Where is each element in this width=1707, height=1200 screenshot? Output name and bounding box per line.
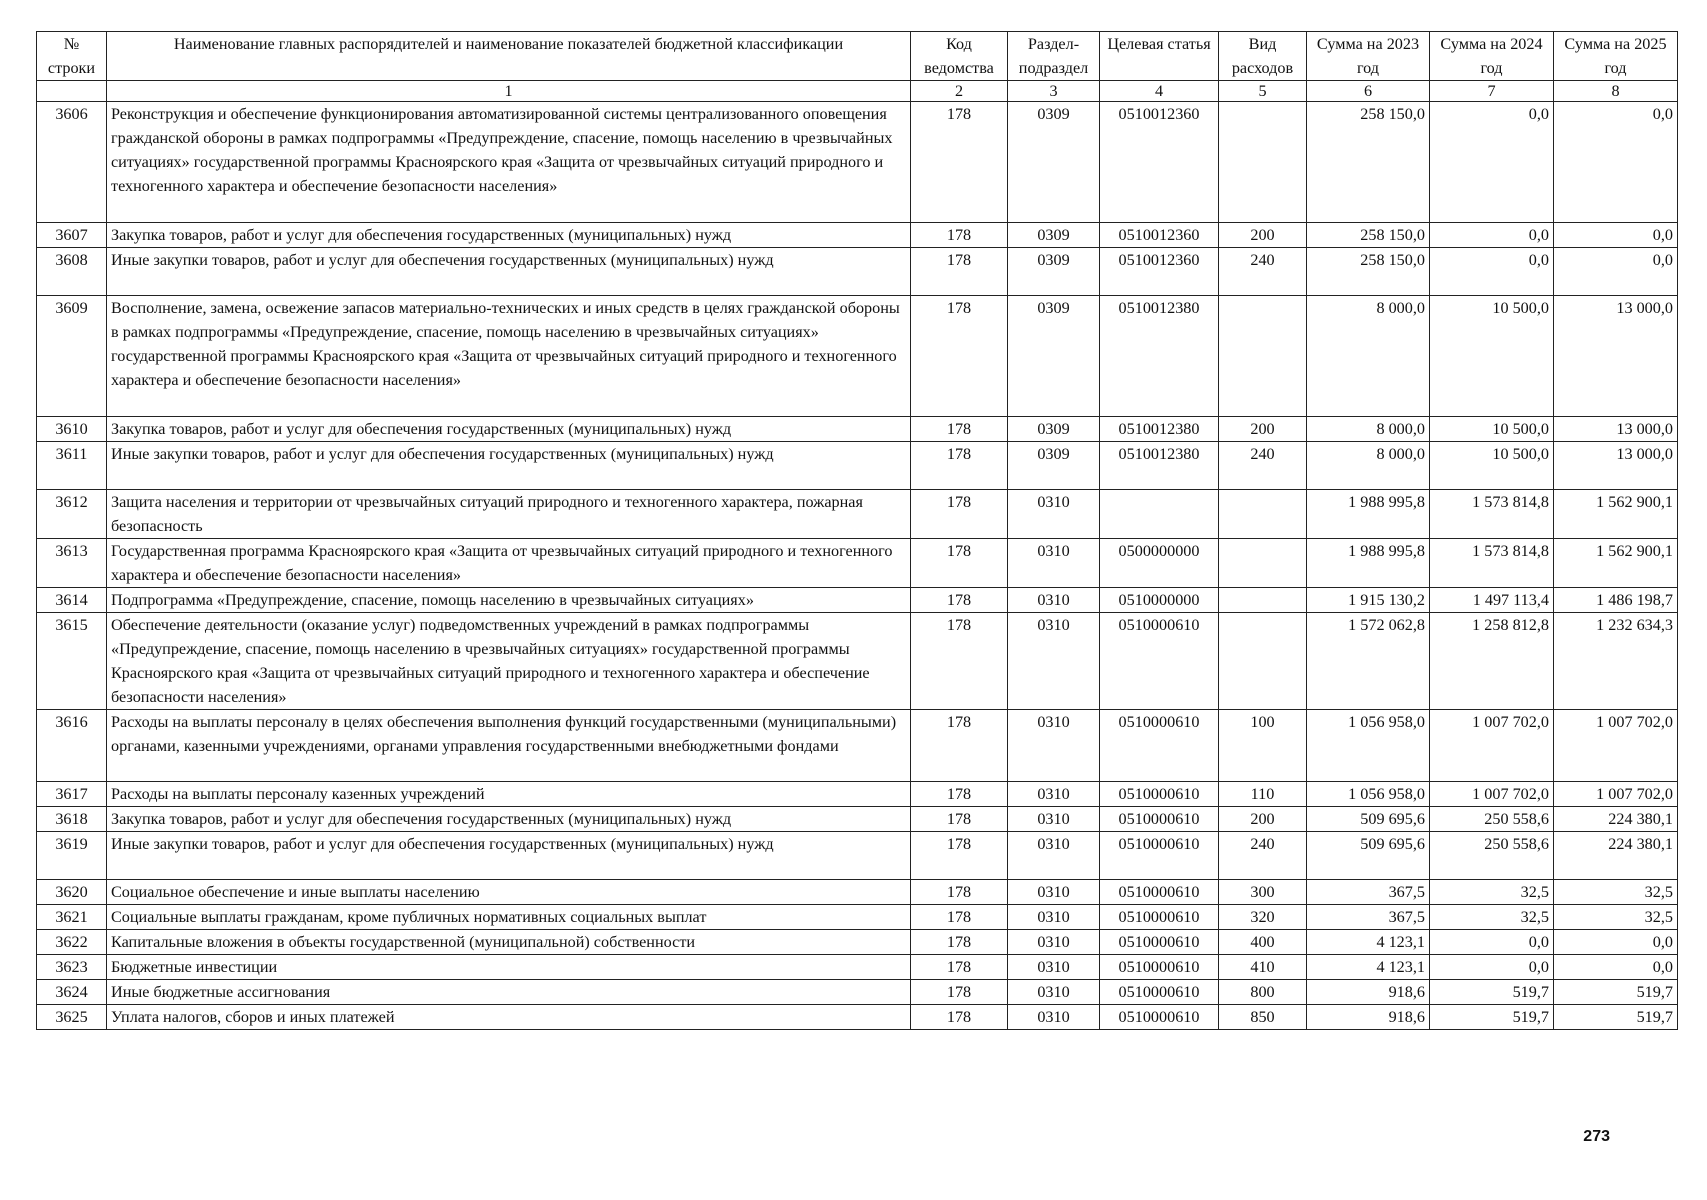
sum-2024-cell: 519,7 <box>1430 1005 1554 1030</box>
sum-2025-cell: 0,0 <box>1554 102 1678 223</box>
sum-2023-cell: 1 988 995,8 <box>1307 490 1430 539</box>
expense-type-cell: 100 <box>1219 710 1307 782</box>
name-cell: Иные закупки товаров, работ и услуг для обеспечения государственных (муниципальных) нужд <box>107 442 911 490</box>
header-numbering-row <box>37 81 1678 102</box>
section-cell: 0310 <box>1008 832 1100 880</box>
sum-2024-cell: 1 573 814,8 <box>1430 490 1554 539</box>
header-name: Наименование главных распорядителей и наименование показателей бюджетной классификации <box>107 32 911 81</box>
target-article-cell: 0510000610 <box>1100 807 1219 832</box>
expense-type-cell: 800 <box>1219 980 1307 1005</box>
target-article-cell: 0510000610 <box>1100 955 1219 980</box>
sum-2023-cell: 258 150,0 <box>1307 248 1430 296</box>
target-article-cell: 0510000000 <box>1100 588 1219 613</box>
sum-2023-cell: 8 000,0 <box>1307 417 1430 442</box>
sum-2024-cell: 0,0 <box>1430 223 1554 248</box>
name-cell: Расходы на выплаты персоналу в целях обеспечения выполнения функций государственными (муниципальными) органами, казенными учреждениями, органами управления государственными внебюджетными фондами <box>107 710 911 782</box>
sum-2025-cell: 1 486 198,7 <box>1554 588 1678 613</box>
expense-type-cell <box>1219 588 1307 613</box>
target-article-cell: 0510000610 <box>1100 980 1219 1005</box>
section-cell: 0309 <box>1008 296 1100 417</box>
name-cell: Восполнение, замена, освежение запасов материально-технических и иных средств в целях гражданской обороны в рамках подпрограммы «Предупреждение, спасение, помощь населению в чрезвычайных ситуациях» государственной программы Красноярского края «Защита от чрезвычайных ситуаций природного и техногенного характера и обеспечение безопасности населения» <box>107 296 911 417</box>
name-cell: Бюджетные инвестиции <box>107 955 911 980</box>
header-expense-type: Вид расходов <box>1219 32 1307 81</box>
name-cell: Закупка товаров, работ и услуг для обеспечения государственных (муниципальных) нужд <box>107 223 911 248</box>
name-cell: Расходы на выплаты персоналу казенных учреждений <box>107 782 911 807</box>
row-number-cell: 3622 <box>37 930 107 955</box>
row-number-cell: 3619 <box>37 832 107 880</box>
dept-code-cell: 178 <box>911 417 1008 442</box>
name-cell: Обеспечение деятельности (оказание услуг) подведомственных учреждений в рамках подпрограммы «Предупреждение, спасение, помощь населению в чрезвычайных ситуациях» государственной программы Красноярского края «Защита от чрезвычайных ситуаций природного и техногенного характера и обеспечение безопасности населения» <box>107 613 911 710</box>
sum-2023-cell: 8 000,0 <box>1307 442 1430 490</box>
header-number: 3 <box>1008 81 1100 102</box>
target-article-cell: 0510012360 <box>1100 223 1219 248</box>
sum-2024-cell: 32,5 <box>1430 905 1554 930</box>
sum-2024-cell: 0,0 <box>1430 930 1554 955</box>
row-number-cell: 3618 <box>37 807 107 832</box>
sum-2023-cell: 509 695,6 <box>1307 807 1430 832</box>
target-article-cell: 0510000610 <box>1100 1005 1219 1030</box>
sum-2024-cell: 0,0 <box>1430 102 1554 223</box>
target-article-cell: 0510012380 <box>1100 296 1219 417</box>
dept-code-cell: 178 <box>911 980 1008 1005</box>
table-row <box>37 102 1678 223</box>
sum-2023-cell: 8 000,0 <box>1307 296 1430 417</box>
target-article-cell: 0510000610 <box>1100 832 1219 880</box>
row-number-cell: 3620 <box>37 880 107 905</box>
header-target-article: Целевая статья <box>1100 32 1219 81</box>
table-body <box>37 102 1678 1030</box>
sum-2024-cell: 250 558,6 <box>1430 832 1554 880</box>
sum-2023-cell: 918,6 <box>1307 980 1430 1005</box>
expense-type-cell: 200 <box>1219 807 1307 832</box>
sum-2024-cell: 32,5 <box>1430 880 1554 905</box>
expense-type-cell: 300 <box>1219 880 1307 905</box>
row-number-cell: 3624 <box>37 980 107 1005</box>
target-article-cell: 0510000610 <box>1100 782 1219 807</box>
sum-2024-cell: 1 007 702,0 <box>1430 710 1554 782</box>
target-article-cell: 0510000610 <box>1100 613 1219 710</box>
section-cell: 0310 <box>1008 880 1100 905</box>
sum-2024-cell: 519,7 <box>1430 980 1554 1005</box>
table-header <box>37 32 1678 102</box>
header-number: 5 <box>1219 81 1307 102</box>
name-cell: Социальное обеспечение и иные выплаты населению <box>107 880 911 905</box>
name-cell: Реконструкция и обеспечение функционирования автоматизированной системы централизованного оповещения гражданской обороны в рамках подпрограммы «Предупреждение, спасение, помощь населению в чрезвычайных ситуациях» государственной программы Красноярского края «Защита от чрезвычайных ситуаций природного и техногенного характера и обеспечение безопасности населения» <box>107 102 911 223</box>
sum-2025-cell: 1 562 900,1 <box>1554 490 1678 539</box>
sum-2025-cell: 0,0 <box>1554 248 1678 296</box>
sum-2024-cell: 1 007 702,0 <box>1430 782 1554 807</box>
sum-2025-cell: 0,0 <box>1554 930 1678 955</box>
sum-2025-cell: 224 380,1 <box>1554 807 1678 832</box>
table-row <box>37 417 1678 442</box>
dept-code-cell: 178 <box>911 539 1008 588</box>
dept-code-cell: 178 <box>911 930 1008 955</box>
expense-type-cell: 410 <box>1219 955 1307 980</box>
expense-type-cell <box>1219 613 1307 710</box>
dept-code-cell: 178 <box>911 880 1008 905</box>
header-number: 8 <box>1554 81 1678 102</box>
sum-2025-cell: 224 380,1 <box>1554 832 1678 880</box>
name-cell: Подпрограмма «Предупреждение, спасение, помощь населению в чрезвычайных ситуациях» <box>107 588 911 613</box>
table-row <box>37 223 1678 248</box>
header-sum-2023: Сумма на 2023 год <box>1307 32 1430 81</box>
sum-2025-cell: 1 232 634,3 <box>1554 613 1678 710</box>
target-article-cell: 0510012360 <box>1100 248 1219 296</box>
sum-2025-cell: 13 000,0 <box>1554 296 1678 417</box>
sum-2024-cell: 10 500,0 <box>1430 296 1554 417</box>
sum-2023-cell: 1 915 130,2 <box>1307 588 1430 613</box>
sum-2023-cell: 1 056 958,0 <box>1307 782 1430 807</box>
sum-2024-cell: 10 500,0 <box>1430 417 1554 442</box>
dept-code-cell: 178 <box>911 832 1008 880</box>
sum-2023-cell: 1 056 958,0 <box>1307 710 1430 782</box>
dept-code-cell: 178 <box>911 102 1008 223</box>
expense-type-cell: 200 <box>1219 417 1307 442</box>
target-article-cell: 0510000610 <box>1100 880 1219 905</box>
target-article-cell: 0500000000 <box>1100 539 1219 588</box>
table-row <box>37 490 1678 539</box>
target-article-cell: 0510000610 <box>1100 905 1219 930</box>
expense-type-cell <box>1219 102 1307 223</box>
section-cell: 0309 <box>1008 417 1100 442</box>
expense-type-cell: 320 <box>1219 905 1307 930</box>
expense-type-cell: 200 <box>1219 223 1307 248</box>
dept-code-cell: 178 <box>911 588 1008 613</box>
row-number-cell: 3611 <box>37 442 107 490</box>
table-row <box>37 930 1678 955</box>
section-cell: 0310 <box>1008 539 1100 588</box>
name-cell: Иные закупки товаров, работ и услуг для обеспечения государственных (муниципальных) нужд <box>107 248 911 296</box>
sum-2024-cell: 0,0 <box>1430 955 1554 980</box>
dept-code-cell: 178 <box>911 1005 1008 1030</box>
row-number-cell: 3621 <box>37 905 107 930</box>
section-cell: 0309 <box>1008 442 1100 490</box>
header-number: 7 <box>1430 81 1554 102</box>
header-number: 1 <box>107 81 911 102</box>
row-number-cell: 3612 <box>37 490 107 539</box>
row-number-cell: 3623 <box>37 955 107 980</box>
section-cell: 0309 <box>1008 102 1100 223</box>
section-cell: 0310 <box>1008 613 1100 710</box>
sum-2024-cell: 0,0 <box>1430 248 1554 296</box>
row-number-cell: 3616 <box>37 710 107 782</box>
sum-2025-cell: 32,5 <box>1554 905 1678 930</box>
target-article-cell: 0510000610 <box>1100 710 1219 782</box>
sum-2023-cell: 509 695,6 <box>1307 832 1430 880</box>
sum-2025-cell: 32,5 <box>1554 880 1678 905</box>
sum-2025-cell: 13 000,0 <box>1554 442 1678 490</box>
sum-2024-cell: 10 500,0 <box>1430 442 1554 490</box>
expense-type-cell: 110 <box>1219 782 1307 807</box>
sum-2023-cell: 918,6 <box>1307 1005 1430 1030</box>
table-row <box>37 1005 1678 1030</box>
section-cell: 0309 <box>1008 248 1100 296</box>
dept-code-cell: 178 <box>911 807 1008 832</box>
name-cell: Иные бюджетные ассигнования <box>107 980 911 1005</box>
sum-2025-cell: 519,7 <box>1554 1005 1678 1030</box>
section-cell: 0309 <box>1008 223 1100 248</box>
dept-code-cell: 178 <box>911 955 1008 980</box>
header-number <box>37 81 107 102</box>
sum-2025-cell: 1 007 702,0 <box>1554 710 1678 782</box>
header-dept-code: Код ведомства <box>911 32 1008 81</box>
table-row <box>37 832 1678 880</box>
target-article-cell: 0510000610 <box>1100 930 1219 955</box>
header-number: 4 <box>1100 81 1219 102</box>
table-row <box>37 588 1678 613</box>
section-cell: 0310 <box>1008 490 1100 539</box>
header-row-number: № строки <box>37 32 107 81</box>
sum-2025-cell: 13 000,0 <box>1554 417 1678 442</box>
page-number: 273 <box>1583 1128 1610 1145</box>
budget-table <box>36 31 1678 1030</box>
section-cell: 0310 <box>1008 807 1100 832</box>
expense-type-cell: 850 <box>1219 1005 1307 1030</box>
table-row <box>37 442 1678 490</box>
sum-2025-cell: 519,7 <box>1554 980 1678 1005</box>
name-cell: Социальные выплаты гражданам, кроме публичных нормативных социальных выплат <box>107 905 911 930</box>
header-number: 6 <box>1307 81 1430 102</box>
dept-code-cell: 178 <box>911 223 1008 248</box>
header-sum-2024: Сумма на 2024 год <box>1430 32 1554 81</box>
name-cell: Капитальные вложения в объекты государственной (муниципальной) собственности <box>107 930 911 955</box>
expense-type-cell <box>1219 539 1307 588</box>
dept-code-cell: 178 <box>911 442 1008 490</box>
dept-code-cell: 178 <box>911 490 1008 539</box>
sum-2023-cell: 258 150,0 <box>1307 102 1430 223</box>
table-row <box>37 248 1678 296</box>
table-row <box>37 905 1678 930</box>
table-row <box>37 880 1678 905</box>
table-row <box>37 539 1678 588</box>
expense-type-cell: 400 <box>1219 930 1307 955</box>
row-number-cell: 3615 <box>37 613 107 710</box>
dept-code-cell: 178 <box>911 613 1008 710</box>
sum-2023-cell: 4 123,1 <box>1307 930 1430 955</box>
table-row <box>37 955 1678 980</box>
sum-2025-cell: 1 007 702,0 <box>1554 782 1678 807</box>
expense-type-cell: 240 <box>1219 248 1307 296</box>
sum-2023-cell: 367,5 <box>1307 905 1430 930</box>
sum-2024-cell: 1 258 812,8 <box>1430 613 1554 710</box>
sum-2023-cell: 367,5 <box>1307 880 1430 905</box>
sum-2025-cell: 0,0 <box>1554 223 1678 248</box>
expense-type-cell: 240 <box>1219 442 1307 490</box>
expense-type-cell: 240 <box>1219 832 1307 880</box>
table-row <box>37 710 1678 782</box>
name-cell: Иные закупки товаров, работ и услуг для обеспечения государственных (муниципальных) нужд <box>107 832 911 880</box>
expense-type-cell <box>1219 296 1307 417</box>
header-number: 2 <box>911 81 1008 102</box>
dept-code-cell: 178 <box>911 296 1008 417</box>
section-cell: 0310 <box>1008 588 1100 613</box>
table-row <box>37 807 1678 832</box>
name-cell: Государственная программа Красноярского края «Защита от чрезвычайных ситуаций природного и техногенного характера и обеспечение безопасности населения» <box>107 539 911 588</box>
name-cell: Закупка товаров, работ и услуг для обеспечения государственных (муниципальных) нужд <box>107 417 911 442</box>
dept-code-cell: 178 <box>911 248 1008 296</box>
target-article-cell: 0510012360 <box>1100 102 1219 223</box>
section-cell: 0310 <box>1008 710 1100 782</box>
sum-2023-cell: 258 150,0 <box>1307 223 1430 248</box>
section-cell: 0310 <box>1008 955 1100 980</box>
table-row <box>37 613 1678 710</box>
row-number-cell: 3610 <box>37 417 107 442</box>
header-sum-2025: Сумма на 2025 год <box>1554 32 1678 81</box>
row-number-cell: 3608 <box>37 248 107 296</box>
table-row <box>37 782 1678 807</box>
row-number-cell: 3606 <box>37 102 107 223</box>
sum-2025-cell: 1 562 900,1 <box>1554 539 1678 588</box>
name-cell: Защита населения и территории от чрезвычайных ситуаций природного и техногенного характера, пожарная безопасность <box>107 490 911 539</box>
section-cell: 0310 <box>1008 782 1100 807</box>
table-row <box>37 296 1678 417</box>
row-number-cell: 3617 <box>37 782 107 807</box>
sum-2024-cell: 1 497 113,4 <box>1430 588 1554 613</box>
row-number-cell: 3613 <box>37 539 107 588</box>
target-article-cell <box>1100 490 1219 539</box>
target-article-cell: 0510012380 <box>1100 442 1219 490</box>
header-section: Раздел-подраздел <box>1008 32 1100 81</box>
section-cell: 0310 <box>1008 1005 1100 1030</box>
section-cell: 0310 <box>1008 980 1100 1005</box>
section-cell: 0310 <box>1008 905 1100 930</box>
target-article-cell: 0510012380 <box>1100 417 1219 442</box>
table-row <box>37 980 1678 1005</box>
sum-2023-cell: 1 572 062,8 <box>1307 613 1430 710</box>
name-cell: Закупка товаров, работ и услуг для обеспечения государственных (муниципальных) нужд <box>107 807 911 832</box>
row-number-cell: 3614 <box>37 588 107 613</box>
dept-code-cell: 178 <box>911 710 1008 782</box>
sum-2024-cell: 1 573 814,8 <box>1430 539 1554 588</box>
row-number-cell: 3607 <box>37 223 107 248</box>
section-cell: 0310 <box>1008 930 1100 955</box>
row-number-cell: 3609 <box>37 296 107 417</box>
row-number-cell: 3625 <box>37 1005 107 1030</box>
sum-2023-cell: 1 988 995,8 <box>1307 539 1430 588</box>
dept-code-cell: 178 <box>911 905 1008 930</box>
sum-2023-cell: 4 123,1 <box>1307 955 1430 980</box>
sum-2025-cell: 0,0 <box>1554 955 1678 980</box>
dept-code-cell: 178 <box>911 782 1008 807</box>
name-cell: Уплата налогов, сборов и иных платежей <box>107 1005 911 1030</box>
expense-type-cell <box>1219 490 1307 539</box>
sum-2024-cell: 250 558,6 <box>1430 807 1554 832</box>
